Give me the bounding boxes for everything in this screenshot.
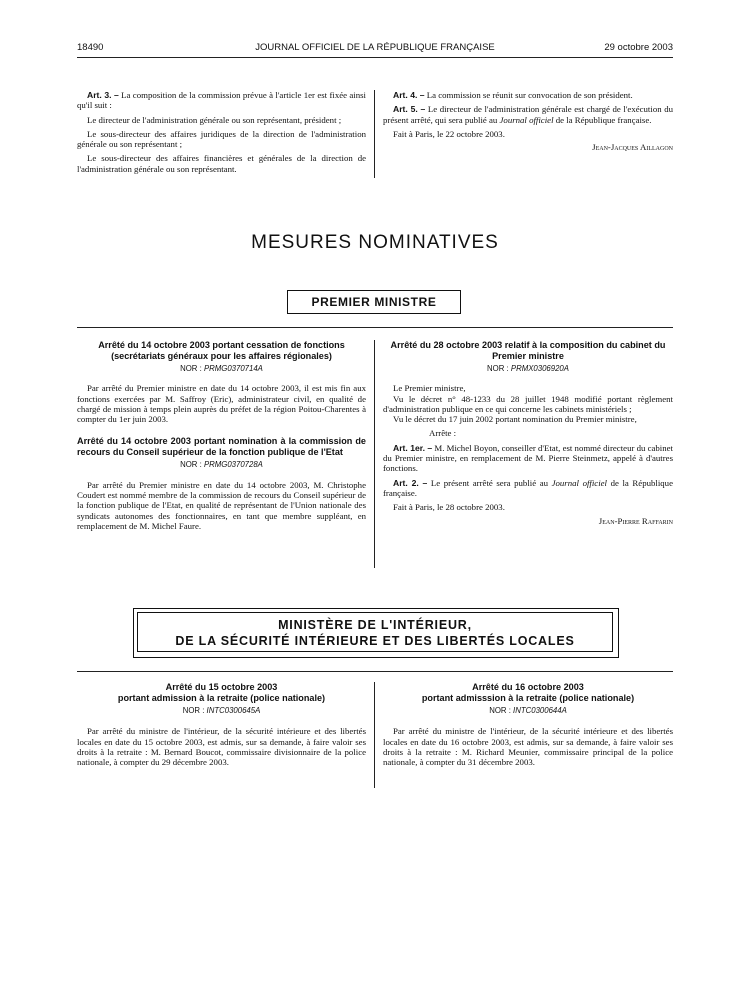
arrete-body: Par arrêté du Premier ministre en date du 14 octobre 2003, M. Christophe Coudert est nommé membre de la commission de recours du Conseil supérieur de la fonction publique de l'Etat, en qualité de représentant de l'Union nationale des syndicats autonomes des fonctionnaires, en tant que membre suppléant, en remplacement de M. Michel Faure. [77, 479, 366, 531]
column-divider [374, 340, 375, 568]
article-3: Art. 3. – La composition de la commission prévue à l'article 1er est fixée ainsi qu'il suit : [77, 90, 366, 111]
arrete-title: Arrêté du 28 octobre 2003 relatif à la composition du cabinet du Premier ministre [390, 340, 666, 361]
nor-reference: NOR : PRMX0306920A [487, 364, 569, 373]
pm-left-column [77, 340, 366, 531]
article-number: Art. 4. – [393, 90, 425, 100]
arrete-title: Arrêté du 14 octobre 2003 portant cessation de fonctions (secrétariats généraux pour les affaires régionales) [98, 340, 345, 361]
column-divider [374, 682, 375, 788]
arrete-subtitle: portant admission à la retraite (police nationale) [117, 692, 326, 703]
arrete-formula: Arrête : [429, 428, 457, 439]
article-5: Art. 5. – Le directeur de l'administration générale est chargé de l'exécution du présent arrêté, qui sera publié au Journal officiel de la République française. [383, 104, 673, 125]
article-number: Art. 5. – [393, 104, 426, 115]
nor-reference: NOR : INTC0300644A [489, 706, 567, 715]
signature: Jean-Jacques Aillagon [592, 142, 673, 153]
article-1: Art. 1er. – M. Michel Boyon, conseiller d'Etat, est nommé directeur du cabinet du Premier ministre, en remplacement de M. Pierre Steinmetz, appelé à d'autres fonctions. [383, 442, 673, 474]
ministry-heading [137, 612, 613, 652]
paragraph: Le sous-directeur des affaires financières et générales de la direction de l'administration générale ou son représentant. [77, 153, 366, 174]
fait-a-paris: Fait à Paris, le 28 octobre 2003. [393, 502, 505, 513]
article-number: Art. 3. – [87, 90, 119, 100]
pm-right-column [383, 340, 673, 526]
arrete-title: Arrêté du 14 octobre 2003 portant nomination à la commission de recours du Conseil supérieur de la fonction publique de l'Etat [77, 436, 366, 457]
page-header [77, 42, 673, 56]
section-title: MESURES NOMINATIVES [251, 232, 499, 253]
paragraph: Le Premier ministre, [393, 383, 466, 394]
article-2: Art. 2. – Le présent arrêté sera publié au Journal officiel de la République française. [383, 477, 673, 498]
top-right-column [383, 90, 673, 152]
ministry-line: MINISTÈRE DE L'INTÉRIEUR, [278, 618, 472, 632]
nor-reference: NOR : PRMG0370714A [180, 364, 263, 373]
fait-a-paris: Fait à Paris, le 22 octobre 2003. [393, 128, 505, 139]
header-rule [77, 57, 673, 58]
arrete-body: Par arrêté du Premier ministre en date du 14 octobre 2003, il est mis fin aux fonctions exercées par M. Saffroy (Eric), administrateur civil, en qualité de chargé de mission à temps plein auprès du préfet de la région Poitou-Charentes à compter du 1er juin 2003. [77, 383, 366, 425]
arrete-title: Arrêté du 16 octobre 2003 [472, 682, 584, 692]
paragraph: Le sous-directeur des affaires juridiques de la direction de l'administration générale ou son représentant ; [77, 128, 366, 150]
issue-date: 29 octobre 2003 [604, 42, 673, 53]
arrete-body: Par arrêté du ministre de l'intérieur, de la sécurité intérieure et des libertés locales en date du 16 octobre 2003, est admis, sur sa demande, à faire valoir ses droits à la retraite : M. Richard Meunier, commissaire principal de la police nationale, à compter du 31 décembre 2003. [383, 726, 673, 768]
paragraph: Vu le décret n° 48-1233 du 28 juillet 1948 modifié portant règlement d'administration publique en ce qui concerne les cabinets ministériels ; [383, 393, 673, 414]
page-number: 18490 [77, 42, 104, 53]
ministry-line: DE LA SÉCURITÉ INTÉRIEURE ET DES LIBERTÉS LOCALES [175, 634, 575, 648]
paragraph: Le directeur de l'administration générale ou son représentant, président ; [87, 114, 342, 125]
ministry-heading: PREMIER MINISTRE [287, 290, 461, 314]
nor-reference: NOR : INTC0300645A [182, 706, 261, 715]
signature: Jean-Pierre Raffarin [598, 515, 673, 526]
nor-reference: NOR : PRMG0370728A [180, 460, 263, 470]
section-rule [77, 671, 673, 672]
arrete-body: Par arrêté du ministre de l'intérieur, de la sécurité intérieure et des libertés locales en date du 15 octobre 2003, est admis, sur sa demande, à faire valoir ses droits à la retraite : M. Bernard Boucot, commissaire divisionnaire de la police nationale, à compter du 29 décembre 2003. [77, 726, 366, 768]
section-rule [77, 327, 673, 328]
article-number: Art. 1er. – [393, 442, 433, 453]
arrete-subtitle: portant admisssion à la retraite (police nationale) [421, 692, 635, 703]
article-number: Art. 2. – [393, 477, 428, 488]
arrete-title: Arrêté du 15 octobre 2003 [165, 682, 278, 692]
top-left-column [77, 90, 366, 174]
paragraph: Vu le décret du 17 juin 2002 portant nomination du Premier ministre, [393, 414, 637, 425]
mi-left-column [77, 682, 366, 767]
mi-right-column [383, 682, 673, 767]
column-divider [374, 90, 375, 178]
article-4: Art. 4. – La commission se réunit sur convocation de son président. [393, 90, 633, 100]
journal-title: JOURNAL OFFICIEL DE LA RÉPUBLIQUE FRANÇAISE [255, 42, 495, 53]
